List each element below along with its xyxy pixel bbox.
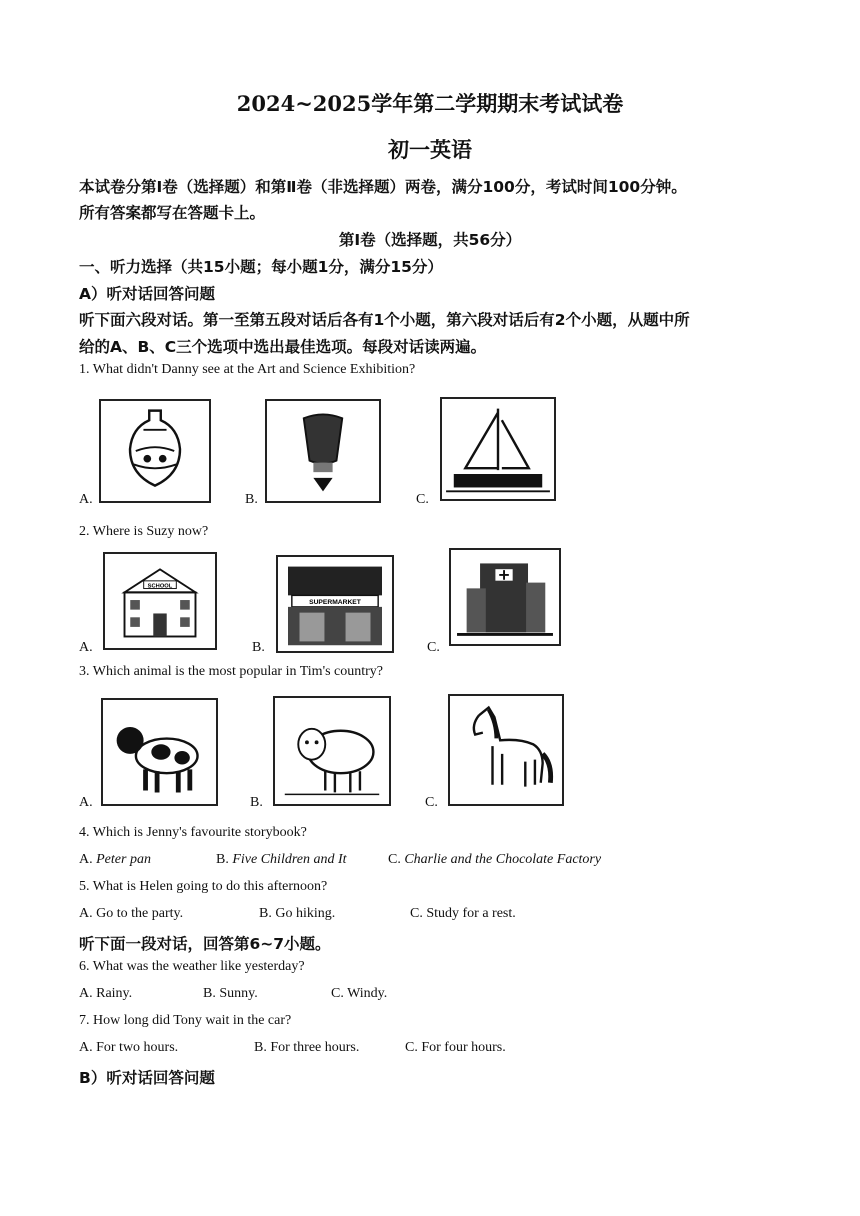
supermarket-image [276,555,394,653]
q5-option-a-text: Go to the party. [96,906,184,921]
q2-label-b: B. [252,640,265,655]
q5-option-a-letter: A. [79,906,93,921]
cow-image [101,698,218,806]
section-a-title: A）听对话回答问题 [79,285,215,303]
q1-label-b: B. [245,492,258,507]
school-sign-text: SCHOOL [147,583,173,590]
q3-label-b: B. [250,795,263,810]
hospital-image [449,548,561,646]
sailboat-image [440,397,556,501]
horse-image [448,694,564,806]
section-b-title: B）听对话回答问题 [79,1069,215,1087]
q5-option-c-text: Study for a rest. [426,906,516,921]
q4-option-b-text: Five Children and It [232,852,347,867]
q4-option-a[interactable] [79,852,151,868]
section-1-title: 一、听力选择（共15小题；每小题1分，满分15分） [79,258,443,276]
q5-option-b-letter: B. [259,906,272,921]
q6-option-b[interactable]: B. Sunny. [203,986,258,1001]
q1-label-c: C. [416,492,429,507]
q4-option-b[interactable] [216,852,347,868]
sheep-image [273,696,391,806]
q1-label-a: A. [79,492,93,507]
q6-option-a[interactable]: A. Rainy. [79,986,133,1001]
q6-option-c[interactable]: C. Windy. [331,986,388,1001]
q2-label-c: C. [427,640,440,655]
q5-option-c-letter: C. [410,906,423,921]
q4-option-b-letter: B. [216,852,229,867]
q7-option-b[interactable]: B. For three hours. [254,1040,360,1055]
question-2-stem: 2. Where is Suzy now? [79,524,209,539]
q4-option-a-letter: A. [79,852,93,867]
question-5-stem: 5. What is Helen going to do this afternoon? [79,879,328,894]
q5-option-b[interactable] [259,906,335,922]
q4-option-c-letter: C. [388,852,401,867]
exam-title: 2024~2025学年第二学期期末考试试卷 [236,91,624,116]
q4-option-c[interactable] [388,852,601,868]
intro-line-2: 所有答案都写在答题卡上。 [79,204,266,222]
q3-label-c: C. [425,795,438,810]
lantern-image [265,399,381,503]
part-1-title: 第Ⅰ卷（选择题，共56分） [338,231,522,249]
vase-image [99,399,211,503]
dialogue-note: 听下面一段对话，回答第6~7小题。 [79,935,331,953]
question-4-stem: 4. Which is Jenny's favourite storybook? [79,825,307,840]
q3-label-a: A. [79,795,93,810]
question-7-stem: 7. How long did Tony wait in the car? [79,1013,292,1028]
q7-option-c[interactable]: C. For four hours. [405,1040,506,1055]
q2-label-a: A. [79,640,93,655]
exam-subtitle: 初一英语 [388,137,472,162]
question-6-stem: 6. What was the weather like yesterday? [79,959,305,974]
q5-option-b-text: Go hiking. [275,906,336,921]
q5-option-c[interactable] [410,906,516,922]
supermarket-sign-text: SUPERMARKET [309,599,361,606]
school-image [103,552,217,650]
q4-option-c-text: Charlie and the Chocolate Factory [404,852,602,867]
instruction-line-1: 听下面六段对话。第一至第五段对话后各有1个小题，第六段对话后有2个小题，从题中所 [79,311,690,329]
instruction-line-2: 给的A、B、C三个选项中选出最佳选项。每段对话读两遍。 [79,338,487,356]
question-1-stem: 1. What didn't Danny see at the Art and Science Exhibition? [79,362,416,377]
q5-option-a[interactable] [79,906,183,922]
q4-option-a-text: Peter pan [96,852,151,867]
question-3-stem: 3. Which animal is the most popular in Tim's country? [79,664,384,679]
intro-line-1: 本试卷分第Ⅰ卷（选择题）和第Ⅱ卷（非选择题）两卷，满分100分，考试时间100分钟。 [79,178,687,196]
q7-option-a[interactable]: A. For two hours. [79,1040,179,1055]
